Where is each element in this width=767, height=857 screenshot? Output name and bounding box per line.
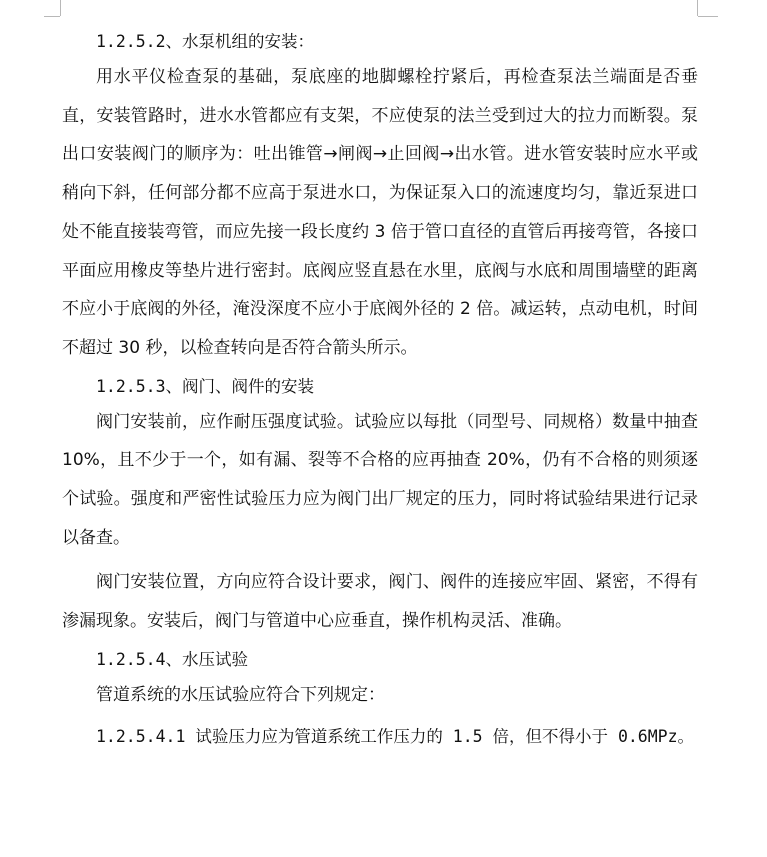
paragraph-valve-position: 阀门安装位置，方向应符合设计要求，阀门、阀件的连接应牢固、紧密，不得有渗漏现象。安装后，阀门与管道中心应垂直，操作机构灵活、准确。 (62, 572, 698, 632)
paragraph-pump-installation: 用水平仪检查泵的基础，泵底座的地脚螺栓拧紧后，再检查泵法兰端面是否垂直，安装管路时，进水水管都应有支架，不应使泵的法兰受到过大的拉力而断裂。泵出口安装阀门的顺序为：吐出锥管→闸阀→止回阀→出水管。进水管安装时应水平或稍向下斜，任何部分都不应高于泵进水口，为保证泵入口的流速度均匀，靠近泵进口处不能直接装弯管，而应先接一段长度约 3 倍于管口直径的直管后再接弯管，各接口平面应用橡皮等垫片进行密封。底阀应竖直悬在水里，底阀与水底和周围墙壁的距离不应小于底阀的外径，淹没深度不应小于底阀外径的 2 倍。减运转，点动电机，时间不超过 30 秒，以检查转向是否符合箭头所示。 (62, 67, 698, 358)
clause-test-pressure: 1.2.5.4.1 试验压力应为管道系统工作压力的 1.5 倍，但不得小于 0.6MPz。 (96, 726, 695, 746)
crop-mark-top-right-vertical (697, 0, 698, 16)
paragraph-valve-testing: 阀门安装前，应作耐压强度试验。试验应以每批（同型号、同规格）数量中抽查 10%，且不少于一个，如有漏、裂等不合格的应再抽查 20%，仍有不合格的则须逐个试验。强度和严密性试验压力应为阀门出厂规定的压力，同时将试验结果进行记录以备查。 (62, 411, 698, 548)
crop-mark-top-left-horizontal (44, 16, 60, 17)
section-heading-valve-installation: 1.2.5.3、阀门、阀件的安装 (96, 376, 315, 396)
section-heading-hydro-test: 1.2.5.4、水压试验 (96, 649, 249, 669)
document-body (62, 26, 698, 756)
crop-mark-top-right-horizontal (698, 16, 718, 17)
crop-mark-top-left-vertical (60, 0, 61, 16)
paragraph-hydro-test-intro: 管道系统的水压试验应符合下列规定： (96, 684, 385, 705)
section-heading-pump-installation: 1.2.5.2、水泵机组的安装： (96, 32, 315, 51)
